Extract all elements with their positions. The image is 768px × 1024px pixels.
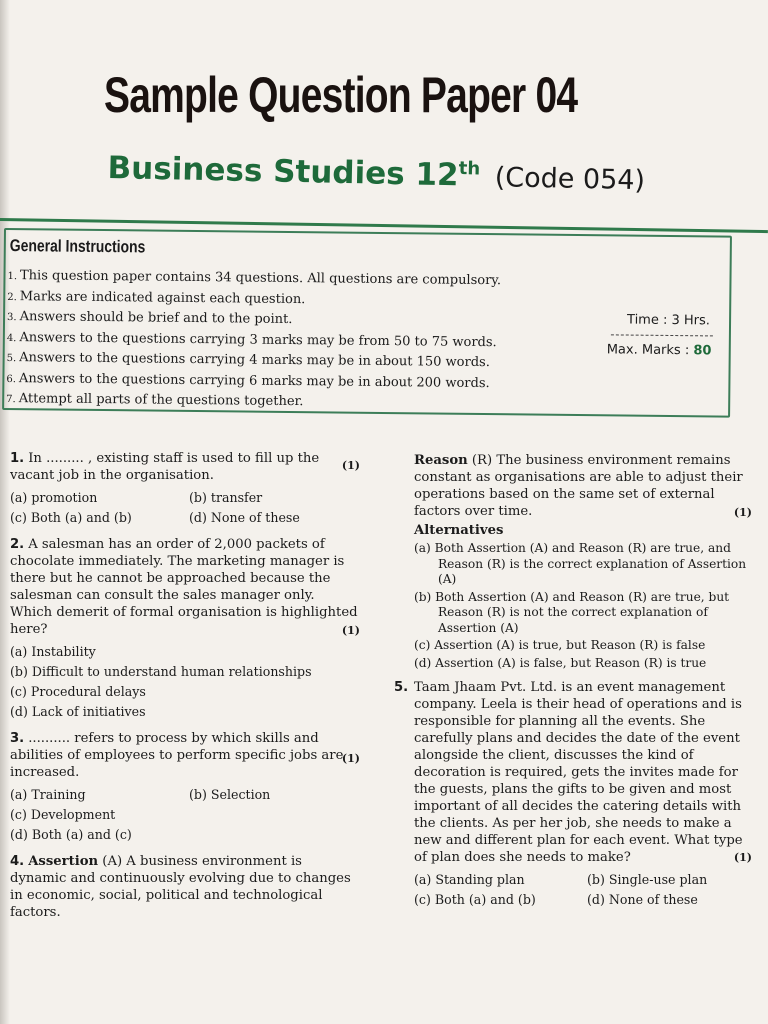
alternative-b[interactable]: (b) Both Assertion (A) and Reason (R) are true, but Reason (R) is not the correct explanation of Assertion (A) [414,589,730,635]
instruction-item: 1. This question paper contains 34 questions. All questions are compulsory. [7,268,502,289]
subject-superscript: th [458,158,481,180]
question-mark: (1) [341,459,360,472]
option-d[interactable]: (d) Lack of initiatives [10,704,146,719]
left-column [10,450,360,929]
assertion-label: Assertion [28,854,99,869]
time-allowed: Time : 3 Hrs. [626,312,711,329]
reason-text: (R) The business environment remains constant as organisations are able to adjust their operations based on the same set of external factors over time. [414,453,743,519]
reason-label: Reason [414,453,468,468]
option-a[interactable]: (a) promotion [10,490,98,505]
instruction-item: 5. Answers to the questions carrying 4 marks may be in about 150 words. [6,350,490,371]
question-mark: (1) [341,624,360,637]
alternative-a[interactable]: (a) Both Assertion (A) and Reason (R) are true, and Reason (R) is the correct explanation of Assertion (A) [414,541,747,586]
option-c[interactable]: (c) Development [10,807,116,822]
question-4-reason [414,452,752,671]
instruction-item: 7. Attempt all parts of the questions together. [6,391,304,410]
instruction-item: 2. Marks are indicated against each question. [7,288,306,307]
question-text: .......... refers to process by which skills and abilities of employees to perform specific jobs are increased. [10,731,344,780]
instructions-heading: General Instructions [9,236,146,257]
option-a[interactable]: (a) Instability [10,644,96,659]
question-mark: (1) [341,752,360,765]
option-c[interactable]: (c) Both (a) and (b) [10,510,132,525]
option-b[interactable]: (b) Selection [189,787,271,802]
option-d[interactable]: (d) None of these [189,510,300,525]
option-a[interactable]: (a) Training [10,787,86,802]
alternative-c[interactable]: (c) Assertion (A) is true, but Reason (R) is false [414,638,706,652]
instructions-box [2,228,732,418]
instruction-item: 6. Answers to the questions carrying 6 marks may be in about 200 words. [6,370,490,391]
subject-title [107,150,645,197]
question-2: 2. A salesman has an order of 2,000 packets of chocolate immediately. The marketing manager is there but he cannot be approached because the salesman can consult the sales manager only. Which demerit of formal organisation is highlighted here? (1) (a) Instability (b) Difficult to understand human relationships (c) Procedural delays (d) Lack of initiatives [10,536,360,722]
question-1: 1. In ......... , existing staff is used to fill up the vacant job in the organisation. (1) (a) promotion (b) transfer (c) Both (a) and (b) (d) None of these [10,450,360,528]
question-text: A salesman has an order of 2,000 packets of chocolate immediately. The marketing manager is there but he cannot be approached because the salesman can consult the sales manager only. Which demerit of formal organisation is highlighted here? [10,537,358,637]
option-b[interactable]: (b) Difficult to understand human relationships [10,664,312,679]
paper-title: Sample Question Paper 04 [104,67,578,123]
subject-code: (Code 054) [494,162,646,197]
question-text: In ......... , existing staff is used to fill up the vacant job in the organisation. [10,451,320,483]
question-5: 5. Taam Jhaam Pvt. Ltd. is an event management company. Leela is their head of operations and is responsible for planning all the events. She carefully plans and decides the date of the event alongside the client, discusses the kind of decoration is required, gets the invites made for the guests, plans the gifts to be given and most important of all decides the catering details with the clients. As per her job, she needs to make a new and different plan for each event. What type of plan does she needs to make? (1) (a) Standing plan (b) Single-use plan (c) Both (a) and (b) (d) None of these [394,679,752,910]
option-b[interactable]: (b) transfer [189,490,263,505]
options [10,642,360,722]
options [414,870,752,910]
question-3: 3. .......... refers to process by which skills and abilities of employees to perform specific jobs are increased. (1) (a) Training (b) Selection (c) Development (d) Both (a) and (c) [10,730,360,845]
option-c[interactable]: (c) Both (a) and (b) [414,892,536,907]
alternatives-heading: Alternatives [414,523,504,538]
option-a[interactable]: (a) Standing plan [414,872,525,887]
page-edge-shadow [0,0,10,1024]
alternative-d[interactable]: (d) Assertion (A) is false, but Reason (R) is true [414,655,707,670]
options [10,488,360,528]
instruction-item: 3. Answers should be brief and to the point. [7,309,293,328]
time-marks-divider [611,334,713,336]
question-4-assertion: 4. Assertion (A) A business environment is dynamic and continuously evolving due to changes in economic, social, political and technological factors. [10,854,351,920]
assertion-text: (A) A business environment is dynamic and continuously evolving due to changes in economic, social, political and technological factors. [10,854,351,920]
right-column [394,452,752,918]
option-d[interactable]: (d) Both (a) and (c) [10,827,132,842]
max-marks: Max. Marks : 80 [606,342,712,359]
instructions-list [6,266,507,415]
option-d[interactable]: (d) None of these [587,892,698,907]
question-text: Taam Jhaam Pvt. Ltd. is an event management company. Leela is their head of operations and is responsible for planning all the events. She carefully plans and decides the date of the event alongside the client, discusses the kind of decoration is required, gets the invites made for the guests, plans the gifts to be given and most important of all decides the catering details with the clients. As per her job, she needs to make a new and different plan for each event. What type of plan does she needs to make? [414,680,743,865]
question-mark: (1) [733,851,752,864]
subject-name: Business Studies 12 [107,150,459,194]
alternatives-list [414,541,752,671]
question-mark: (1) [733,506,752,519]
options [10,785,360,845]
instruction-item: 4. Answers to the questions carrying 3 marks may be from 50 to 75 words. [6,329,497,350]
option-c[interactable]: (c) Procedural delays [10,684,146,699]
option-b[interactable]: (b) Single-use plan [587,872,708,887]
